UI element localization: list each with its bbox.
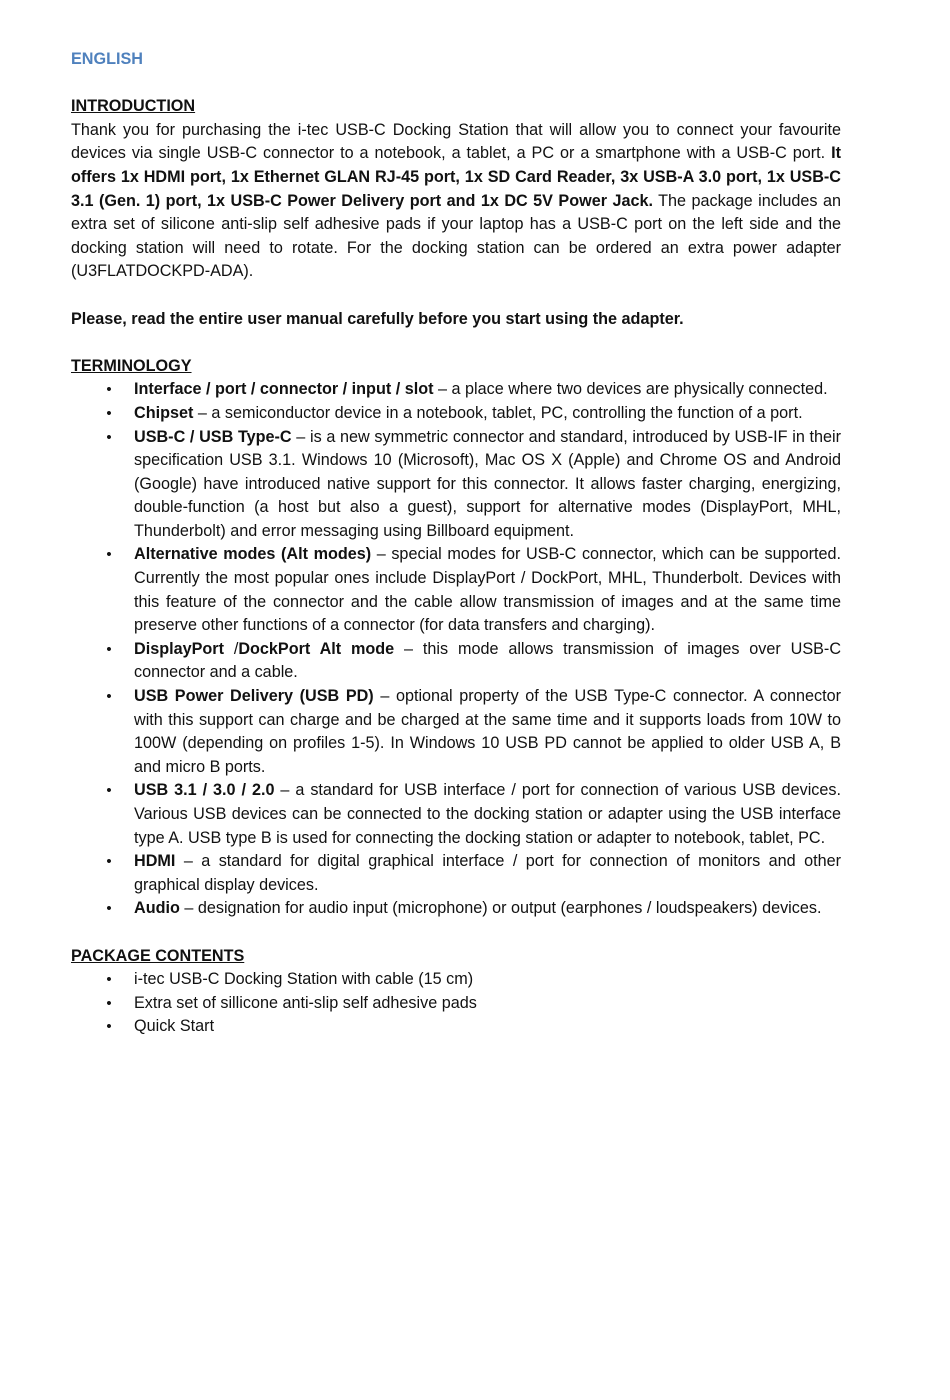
- intro-text-2: The package includes an extra set of silicone anti-slip self adhesive pads if your laptop has a USB-C port on the left side and the docking station will need to rotate. For the docking station can be ordered an extra power adapter (U3FLATDOCKPD-ADA).: [71, 191, 841, 281]
- bullet-icon: •: [106, 546, 112, 564]
- list-item: [71, 968, 841, 992]
- bullet-icon: •: [106, 381, 112, 399]
- term: Audio: [134, 899, 180, 918]
- list-item: [71, 850, 841, 897]
- list-item: [71, 897, 841, 921]
- package-item: Extra set of sillicone anti-slip self adhesive pads: [134, 993, 477, 1012]
- introduction-heading: INTRODUCTION: [71, 97, 196, 116]
- bullet-icon: •: [106, 404, 112, 422]
- term: Alternative modes (Alt modes): [134, 545, 372, 564]
- term-description: – a semiconductor device in a notebook, tablet, PC, controlling the function of a port.: [193, 403, 803, 422]
- term: DockPort Alt mode: [238, 639, 395, 658]
- list-item: [71, 779, 841, 850]
- intro-text-1: Thank you for purchasing the i-tec USB-C Docking Station that will allow you to connect your favourite devices via single USB-C connector to a notebook, a tablet, a PC or a smartphone with a USB-C port.: [71, 120, 841, 163]
- term-description: – this mode allows transmission of images over USB-C connector and a cable.: [134, 639, 842, 682]
- package-item: i-tec USB-C Docking Station with cable (15 cm): [134, 970, 474, 989]
- bullet-icon: •: [106, 971, 112, 989]
- bullet-icon: •: [106, 640, 112, 658]
- term-description: – is a new symmetric connector and standard, introduced by USB-IF in their specification USB 3.1. Windows 10 (Microsoft), Mac OS X (Apple) and Chrome OS and Android (Google) have introduced native support for this connector. It allows faster charging, energizing, double-function (a host but also a guest), support for alternative modes (DisplayPort, MHL, Thunderbolt) and error messaging using Billboard equipment.: [134, 427, 841, 540]
- list-item: [71, 685, 841, 779]
- language-heading: ENGLISH: [71, 50, 143, 68]
- package-item: Quick Start: [134, 1017, 215, 1036]
- term: USB Power Delivery (USB PD): [134, 687, 374, 706]
- term: Chipset: [134, 403, 194, 422]
- terminology-section: [71, 355, 841, 945]
- package-contents-section: [71, 945, 841, 1039]
- introduction-paragraph: [71, 119, 841, 284]
- list-item: [71, 378, 841, 402]
- term-description: – optional property of the USB Type-C connector. A connector with this support can charge and be charged at the same time and it supports loads from 10W to 100W (depending on profiles 1-5). In Windows 10 USB PD cannot be applied to older USB A, B and micro B ports.: [134, 687, 841, 776]
- bullet-icon: •: [106, 994, 112, 1012]
- manual-page: [71, 48, 841, 1039]
- term: DisplayPort: [134, 639, 224, 658]
- term: USB 3.1 / 3.0 / 2.0: [134, 781, 275, 800]
- terminology-list: [71, 378, 841, 921]
- term-separator: /: [223, 639, 239, 658]
- term-description: – special modes for USB-C connector, which can be supported. Currently the most popular ones include DisplayPort / DockPort, MHL, Thunderbolt. Devices with this feature of the connector and the cable allow transmission of images and at the same time preserve other functions of a connector (for data transfers and charging).: [134, 545, 841, 635]
- term: USB-C / USB Type-C: [134, 427, 292, 446]
- list-item: [71, 402, 841, 426]
- term: Interface / port / connector / input / slot: [134, 380, 434, 399]
- package-contents-list: [71, 968, 841, 1039]
- bullet-icon: •: [106, 1018, 112, 1036]
- list-item: [71, 543, 841, 637]
- terminology-heading: TERMINOLOGY: [71, 356, 192, 375]
- bullet-icon: •: [106, 900, 112, 918]
- list-item: [71, 992, 841, 1016]
- package-contents-heading: PACKAGE CONTENTS: [71, 946, 245, 965]
- term-description: – designation for audio input (microphone) or output (earphones / loudspeakers) devices.: [179, 899, 822, 918]
- list-item: [71, 426, 841, 544]
- bullet-icon: •: [106, 428, 112, 446]
- bullet-icon: •: [106, 853, 112, 871]
- term-description: – a standard for USB interface / port for connection of various USB devices. Various USB devices can be connected to the docking station or adapter using the USB interface type A. USB type B is used for connecting the docking station or adapter to notebook, tablet, PC.: [134, 781, 841, 847]
- introduction-section: [71, 95, 841, 355]
- term-description: – a standard for digital graphical interface / port for connection of monitors and other graphical display devices.: [134, 852, 841, 894]
- bullet-icon: •: [106, 688, 112, 706]
- bullet-icon: •: [106, 782, 112, 800]
- list-item: [71, 1015, 841, 1039]
- term-description: – a place where two devices are physically connected.: [433, 380, 828, 399]
- list-item: [71, 638, 841, 685]
- term: HDMI: [134, 852, 176, 871]
- intro-text-bold: It offers 1x HDMI port, 1x Ethernet GLAN RJ-45 port, 1x SD Card Reader, 3x USB-A 3.0 port, 1x USB-C 3.1 (Gen. 1) port, 1x USB-C Power Delivery port and 1x DC 5V Power Jack.: [71, 144, 841, 210]
- read-manual-notice: Please, read the entire user manual carefully before you start using the adapter.: [71, 309, 684, 328]
